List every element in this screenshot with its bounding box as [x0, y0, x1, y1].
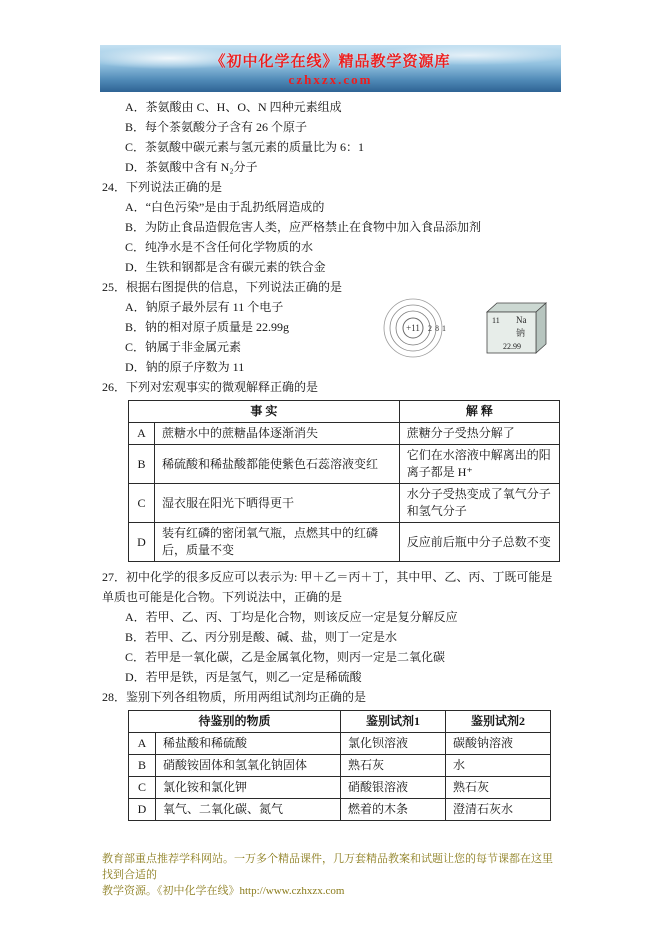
- question-stem: 27．初中化学的很多反应可以表示为: 甲＋乙＝丙＋丁，其中甲、乙、丙、丁既可能是单质也可能是化合物。下列说法中，正确的是: [102, 570, 553, 604]
- sodium-atom-structure-diagram: [381, 295, 473, 361]
- option-line: B．每个茶氨酸分子含有 26 个原子: [125, 120, 308, 134]
- table-row: [129, 423, 560, 445]
- option-line: C．茶氨酸中碳元素与氢元素的质量比为 6：1: [125, 140, 365, 154]
- explain-cell: 反应前后瓶中分子总数不变: [399, 523, 559, 562]
- table-header-row: [129, 711, 551, 733]
- row-label: C: [129, 484, 155, 523]
- banner-url: czhxzx.com: [288, 71, 373, 87]
- reagent1-cell: 燃着的木条: [341, 799, 446, 821]
- explain-cell: 水分子受热变成了氧气分子和氢气分子: [399, 484, 559, 523]
- footer-text-line1: 教育部重点推荐学科网站。一万多个精品课件，几万套精品教案和试题让您的每节课都在这里找到合适的: [102, 853, 553, 881]
- element-name-label: 钠: [516, 328, 526, 338]
- option-line: A．钠原子最外层有 11 个电子: [125, 300, 284, 314]
- question-28: [100, 687, 562, 821]
- question-26-table: [128, 400, 560, 562]
- explain-cell: 蔗糖分子受热分解了: [399, 423, 559, 445]
- reagent2-cell: 熟石灰: [446, 777, 551, 799]
- question-27: [100, 567, 562, 687]
- substance-cell: 稀盐酸和稀硫酸: [156, 733, 341, 755]
- row-label: B: [129, 755, 156, 777]
- reagent1-cell: 硝酸银溶液: [341, 777, 446, 799]
- row-label: D: [129, 799, 156, 821]
- question-25: [100, 277, 562, 377]
- reagent2-cell: 澄清石灰水: [446, 799, 551, 821]
- shell-electron-count: 8: [435, 324, 439, 333]
- question-stem: 25．根据右图提供的信息，下列说法正确的是: [102, 280, 343, 294]
- explain-cell: 它们在水溶液中解离出的阳离子都是 H⁺: [399, 445, 559, 484]
- column-header-fact: 事 实: [129, 401, 400, 423]
- question-26: [100, 377, 562, 562]
- page-footer: [102, 851, 562, 899]
- column-header-reagent1: 鉴别试剂1: [341, 711, 446, 733]
- column-header-explain: 解 释: [399, 401, 559, 423]
- reagent1-cell: 熟石灰: [341, 755, 446, 777]
- reagent1-cell: 氯化钡溶液: [341, 733, 446, 755]
- reagent2-cell: 水: [446, 755, 551, 777]
- question-25-figure: [381, 295, 557, 361]
- table-row: [129, 755, 551, 777]
- row-label: D: [129, 523, 155, 562]
- atomic-mass-label: 22.99: [503, 342, 521, 351]
- row-label: B: [129, 445, 155, 484]
- exam-content: [100, 97, 562, 826]
- substance-cell: 氧气、二氧化碳、氮气: [156, 799, 341, 821]
- fact-cell: 蔗糖水中的蔗糖晶体逐渐消失: [154, 423, 399, 445]
- question-stem: 24．下列说法正确的是: [102, 180, 223, 194]
- fact-cell: 稀硫酸和稀盐酸都能使紫色石蕊溶液变红: [154, 445, 399, 484]
- element-symbol-label: Na: [516, 315, 527, 325]
- site-banner: [100, 45, 561, 92]
- table-row: [129, 799, 551, 821]
- option-line: D．生铁和钢都是含有碳元素的铁合金: [125, 260, 326, 274]
- question-24: [100, 177, 562, 277]
- option-line: C．钠属于非金属元素: [125, 340, 242, 354]
- question-28-table: [128, 710, 551, 821]
- option-line: D．若甲是铁，丙是氢气，则乙一定是稀硫酸: [125, 670, 362, 684]
- option-line: B．为防止食品造假危害人类，应严格禁止在食物中加入食品添加剂: [125, 220, 482, 234]
- option-line: D．茶氨酸中含有 N₂分子: [125, 160, 258, 174]
- question-stem: 28．鉴别下列各组物质，所用两组试剂均正确的是: [102, 690, 367, 704]
- atomic-number-label: 11: [492, 316, 500, 325]
- fact-cell: 湿衣服在阳光下晒得更干: [154, 484, 399, 523]
- option-line: C．若甲是一氧化碳，乙是金属氧化物，则丙一定是二氧化碳: [125, 650, 446, 664]
- periodic-table-cell-sodium: [479, 299, 551, 357]
- question-stem: 26．下列对宏观事实的微观解释正确的是: [102, 380, 319, 394]
- substance-cell: 硝酸铵固体和氢氧化钠固体: [156, 755, 341, 777]
- question-23-options: [100, 97, 562, 177]
- column-header-substance: 待鉴别的物质: [129, 711, 341, 733]
- reagent2-cell: 碳酸钠溶液: [446, 733, 551, 755]
- table-row: [129, 777, 551, 799]
- table-row: [129, 733, 551, 755]
- option-line: A．“白色污染”是由于乱扔纸屑造成的: [125, 200, 325, 214]
- option-line: D．钠的原子序数为 11: [125, 360, 245, 374]
- footer-text-line2: 教学资源。《初中化学在线》: [102, 885, 240, 897]
- substance-cell: 氯化铵和氯化钾: [156, 777, 341, 799]
- shell-electron-count: 2: [428, 324, 432, 333]
- table-row: [129, 484, 560, 523]
- option-line: B．若甲、乙、丙分别是酸、碱、盐，则丁一定是水: [125, 630, 398, 644]
- table-row: [129, 523, 560, 562]
- row-label: A: [129, 423, 155, 445]
- banner-title: 《初中化学在线》精品教学资源库: [210, 53, 451, 70]
- column-header-reagent2: 鉴别试剂2: [446, 711, 551, 733]
- option-line: A．茶氨酸由 C、H、O、N 四种元素组成: [125, 100, 342, 114]
- table-row: [129, 445, 560, 484]
- footer-site-link[interactable]: http://www.czhxzx.com: [239, 885, 345, 897]
- option-line: A．若甲、乙、丙、丁均是化合物，则该反应一定是复分解反应: [125, 610, 458, 624]
- option-line: C．纯净水是不含任何化学物质的水: [125, 240, 314, 254]
- row-label: C: [129, 777, 156, 799]
- nucleus-charge-label: +11: [406, 323, 420, 333]
- option-line: B．钠的相对原子质量是 22.99g: [125, 320, 290, 334]
- row-label: A: [129, 733, 156, 755]
- shell-electron-count: 1: [442, 324, 446, 333]
- table-header-row: [129, 401, 560, 423]
- fact-cell: 装有红磷的密闭氧气瓶，点燃其中的红磷后，质量不变: [154, 523, 399, 562]
